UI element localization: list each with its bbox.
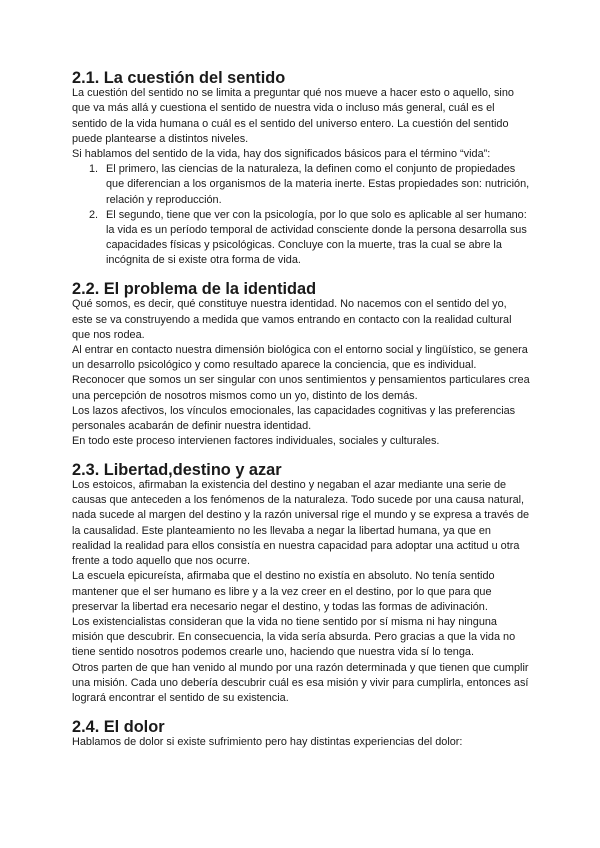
section-identidad (72, 282, 530, 449)
paragraph: La cuestión del sentido no se limita a preguntar qué nos mueve a hacer esto o aquello, sino que va más allá y cuestiona el sentido de nuestra vida o incluso más general, cuál es el sentido de la vida humana o cuál es el sentido del universo entero. La cuestión del sentido puede plantearse a distintos niveles. (72, 87, 514, 145)
list-item (72, 162, 530, 208)
paragraph: Otros parten de que han venido al mundo por una razón determinada y que tienen que cumplir una misión. Cada uno debería descubrir cuál es esa misión y vivir para cumplirla, entonces así logrará encontrar el sentido de su existencia. (72, 661, 529, 704)
section-title: 2.4. El dolor (72, 717, 165, 736)
section-dolor (72, 717, 530, 750)
list-item (72, 208, 530, 269)
section-title: 2.2. El problema de la identidad (72, 280, 317, 299)
paragraph: Al entrar en contacto nuestra dimensión biológica con el entorno social y lingüístico, se genera un desarrollo psicológico y como resultado aparece la conciencia, que es individual. (72, 343, 528, 372)
paragraph: Reconocer que somos un ser singular con unos sentimientos y pensamientos particulares crea una percepción de nosotros mismos como un yo, distinto de los demás. (72, 374, 530, 402)
section-title: 2.3. Libertad,destino y azar (72, 460, 282, 479)
section-libertad (72, 460, 530, 706)
paragraph: Los lazos afectivos, los vínculos emocionales, las capacidades cognitivas y las preferencias personales acabarán de definir nuestra identidad. (72, 404, 516, 432)
section-title: 2.1. La cuestión del sentido (72, 69, 286, 87)
paragraph: La escuela epicureísta, afirmaba que el destino no existía en absoluto. No tenía sentido mantener que el ser humano es libre y a la vez creer en el destino, por lo que para que preservar la libertad era necesario negar el destino, y todas las formas de adivinación. (72, 570, 495, 613)
list-number: 1. (89, 163, 99, 176)
paragraph: Los existencialistas consideran que la vida no tiene sentido por sí misma ni hay ninguna misión que descubrir. En consecuencia, la vida sería absurda. Pero gracias a que la vida no tiene sentido nosotros podemos crearle uno, haciendo que nuestra vida sí lo tenga. (72, 615, 516, 659)
paragraph: Qué somos, es decir, qué constituye nuestra identidad. No nacemos con el sentido del yo, este se va construyendo a medida que vamos entrando en contacto con la realidad cultural que nos rodea. (72, 298, 512, 341)
list-number: 2. (89, 208, 99, 221)
paragraph: Si hablamos del sentido de la vida, hay dos significados básicos para el término “vida”: (72, 148, 491, 161)
paragraph: En todo este proceso intervienen factores individuales, sociales y culturales. (72, 435, 440, 448)
paragraph: Los estoicos, afirmaban la existencia del destino y negaban el azar mediante una serie de causas que anteceden a los fenómenos de la naturaleza. Todo sucede por una causa natural, nada sucede al margen del destino y la razón universal rige el mundo y se expresa a través de la causalidad. Este planteamiento no les llevaba a negar la libertad humana, ya que en realidad la realidad para ellos consistía en nuestra capacidad para adoptar una actitud u otra frente a todo aquello que nos ocurre. (72, 479, 530, 568)
numbered-list (72, 162, 530, 268)
section-sentido (72, 71, 530, 269)
list-text: El segundo, tiene que ver con la psicología, por lo que solo es aplicable al ser humano: la vida es un período temporal de actividad consciente donde la persona desarrolla sus capacidades físicas y psicológicas. Concluye con la muerte, tras la cual se abre la incógnita de si existe otra forma de vida. (106, 208, 527, 267)
document-page (72, 71, 530, 764)
list-text: El primero, las ciencias de la naturaleza, la definen como el conjunto de propiedades que diferencian a los organismos de la materia inerte. Estas propiedades son: nutrición, relación y reproducción. (106, 163, 530, 206)
paragraph: Hablamos de dolor si existe sufrimiento pero hay distintas experiencias del dolor: (72, 735, 463, 748)
